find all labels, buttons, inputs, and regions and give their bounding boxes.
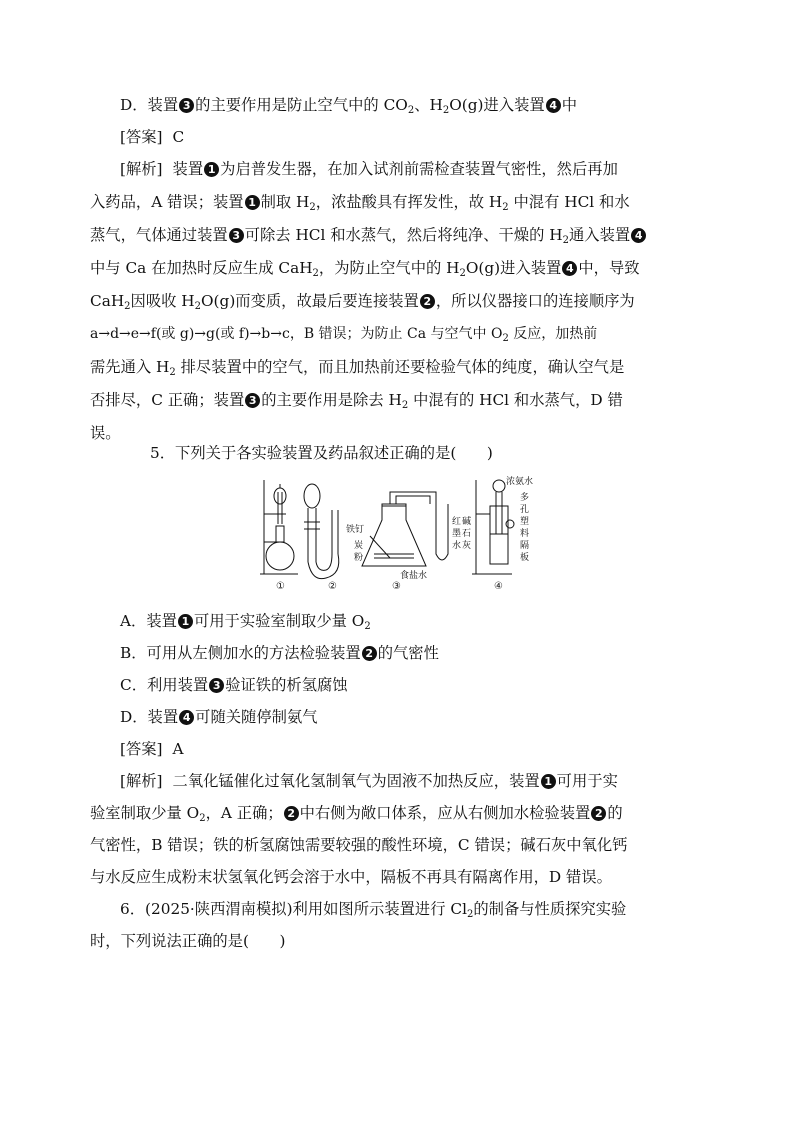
circled-number: 4 xyxy=(546,98,561,113)
label-red-ink: 红 xyxy=(452,517,462,527)
label-plate: 塑 xyxy=(520,517,530,527)
circled-number: 1 xyxy=(178,614,193,629)
label-soda-lime: 灰 xyxy=(462,541,472,551)
label-carbon: 炭 xyxy=(354,541,364,551)
label-soda-lime: 碱 xyxy=(462,517,472,527)
apparatus-diagram xyxy=(250,474,540,592)
label-salt-water: 食盐水 xyxy=(400,571,428,581)
figure-number: ① xyxy=(276,581,285,592)
figure-number: ④ xyxy=(494,581,503,592)
label-red-ink: 墨 xyxy=(452,529,462,539)
circled-number: 3 xyxy=(229,228,244,243)
option-d-prev: D．装置 3 的主要作用是防止空气中的 $CO_2$、$H_2O(g)$进入装置 4 中 xyxy=(120,96,577,116)
analysis-line: 气密性，B 错误；铁的析氢腐蚀需要较强的酸性环境，C 错误；碱石灰中氧化钙 xyxy=(90,836,628,854)
analysis-line: 蒸气，气体通过装置 3 可除去 HCl 和水蒸气，然后将纯净、干燥的 $H_2$通入装置 4 xyxy=(90,222,647,248)
question-6-stem: 时，下列说法正确的是( ) xyxy=(90,932,286,950)
analysis-line: a→d→e→f(或 g)→g(或 f)→b→c，B 错误；为防止 Ca 与空气中 $O_2$ 反应，加热前 xyxy=(90,326,598,344)
label-plate: 板 xyxy=(520,553,530,563)
apparatus-figure xyxy=(250,474,540,592)
answer-line-4: [答案] C xyxy=(120,128,185,146)
circled-number: 1 xyxy=(204,162,219,177)
label-ammonia: 浓氨水 xyxy=(506,477,534,487)
circled-number: 2 xyxy=(362,646,377,661)
figure-number: ② xyxy=(328,581,337,592)
option-b: B．可用从左侧加水的方法检验装置 2 的气密性 xyxy=(120,644,439,662)
circled-number: 2 xyxy=(420,294,435,309)
label-powder: 粉 xyxy=(354,553,364,563)
label-red-ink: 水 xyxy=(452,541,462,551)
analysis-line: 入药品，A 错误；装置 1 制取 $H_2$，浓盐酸具有挥发性，故 $H_2$ 中混有 HCl 和水 xyxy=(90,193,630,213)
circled-number: 3 xyxy=(209,678,224,693)
analysis-line: 中与 Ca 在加热时反应生成 CaH$_2$，为防止空气中的 $H_2O(g)$进入装置 4 中，导致 xyxy=(90,259,640,279)
analysis-line: 验室制取少量 $O_2$，A 正确； 2 中右侧为敞口体系，应从右侧加水检验装置 2 的 xyxy=(90,804,623,824)
analysis-line: 否排尽，C 正确；装置 3 的主要作用是除去 $H_2$ 中混有的 HCl 和水蒸气，D 错 xyxy=(90,391,623,411)
circled-number: 2 xyxy=(284,806,299,821)
label-plate: 多 xyxy=(520,493,530,503)
question-5-stem: 5．下列关于各实验装置及药品叙述正确的是( ) xyxy=(150,444,493,462)
label-plate: 料 xyxy=(520,529,530,539)
analysis-line: CaH$_2$因吸收 $H_2O(g)$而变质，故最后要连接装置 2 ，所以仪器接口的连接顺序为 xyxy=(90,292,635,312)
figure-number: ③ xyxy=(392,581,401,592)
circled-number: 2 xyxy=(591,806,606,821)
circled-number: 4 xyxy=(179,710,194,725)
answer-line-5: [答案] A xyxy=(120,740,184,758)
analysis-line: [解析] 装置 1 为启普发生器，在加入试剂前需检查装置气密性，然后再加 xyxy=(120,160,618,178)
analysis-line: 误。 xyxy=(90,424,121,442)
circled-number: 3 xyxy=(245,393,260,408)
label-plate: 孔 xyxy=(520,505,530,515)
circled-number: 1 xyxy=(245,195,260,210)
analysis-line: 与水反应生成粉末状氢氧化钙会溶于水中，隔板不再具有隔离作用，D 错误。 xyxy=(90,868,612,886)
question-6-stem: 6．(2025·陕西渭南模拟)利用如图所示装置进行 $Cl_2$的制备与性质探究实验 xyxy=(120,900,627,920)
option-c: C．利用装置 3 验证铁的析氢腐蚀 xyxy=(120,676,348,694)
label-nail: 铁钉 xyxy=(346,525,365,535)
analysis-line: [解析] 二氧化锰催化过氧化氢制氧气为固液不加热反应，装置 1 可用于实 xyxy=(120,772,618,790)
label-plate: 隔 xyxy=(520,541,530,551)
circled-number: 1 xyxy=(541,774,556,789)
option-a: A．装置 1 可用于实验室制取少量 $O_2$ xyxy=(120,612,371,632)
label-soda-lime: 石 xyxy=(462,529,472,539)
option-d: D．装置 4 可随关随停制氨气 xyxy=(120,708,318,726)
analysis-line: 需先通入 $H_2$ 排尽装置中的空气，而且加热前还要检验气体的纯度，确认空气是 xyxy=(90,358,625,378)
circled-number: 4 xyxy=(562,261,577,276)
circled-number: 4 xyxy=(631,228,646,243)
circled-number: 3 xyxy=(179,98,194,113)
